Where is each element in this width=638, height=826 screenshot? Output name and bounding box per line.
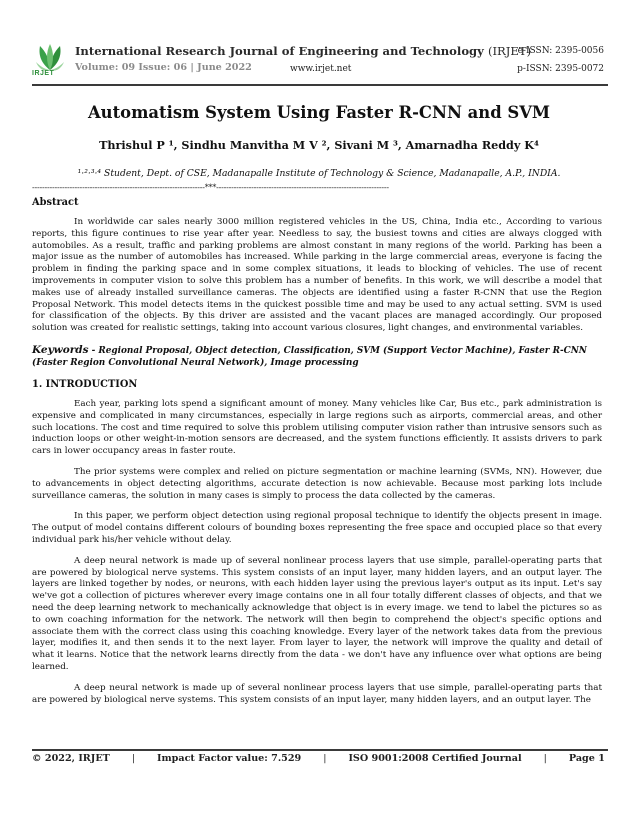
footer-iso: ISO 9001:2008 Certified Journal — [348, 753, 522, 764]
website-link[interactable]: www.irjet.net — [290, 64, 352, 74]
journal-header — [32, 40, 608, 82]
intro-paragraph-2: The prior systems were complex and relied on picture segmentation or machine learning (SVMs, NN). However, due to advancements in object detecting algorithms, accurate detection is now achievable. Because most parking lots include surveillance cameras, the solution in many cases is simply to process the data collected by the cameras. — [32, 466, 602, 501]
abstract-heading: Abstract — [32, 197, 79, 208]
intro-paragraph-3: In this paper, we perform object detection using regional proposal technique to identify the objects present in image. The output of model contains different colours of bounding boxes representing the free space and occupied place so that every individual park his/her vehicle without delay. — [32, 511, 602, 545]
paper-authors: Thrishul P ¹, Sindhu Manvitha M V ², Sivani M ³, Amarnadha Reddy K⁴ — [99, 138, 539, 152]
author-affiliation: ¹·²·³·⁴ Student, Dept. of CSE, Madanapalle Institute of Technology & Science, Madanapalle, A.P., INDIA. — [77, 168, 561, 179]
section-separator: ---------------------------------------------------------------------***--------------------------------------------------------------------- — [32, 183, 389, 192]
intro-paragraph-5: A deep neural network is made up of several nonlinear process layers that use simple, parallel-operating parts that are powered by biological nerve systems. This system consists of an input layer, many hidden layers, and an output layer. The — [32, 682, 602, 705]
footer-separator: | — [543, 753, 547, 764]
e-issn: e-ISSN: 2395-0056 — [517, 46, 604, 56]
footer-copyright: © 2022, IRJET — [32, 753, 110, 764]
abstract-text: In worldwide car sales nearly 3000 million registered vehicles in the US, China, India etc., According to various reports, this figure continues to rise year after year. Needless to say, the busiest towns and cities are always clogged with automobiles. As a result, traffic and parking problems are almost constant in many regions of the world. Parking has been a major issue as the number of automobiles has increased. While parking in the large commercial areas, everyone is facing the problem in finding the parking space and in some complex situations, it leads to blocking of vehicles. The use of recent improvements in computer vision to solve this problem has a number of benefits. In this work, we will describe a model that makes use of already installed surveillance cameras. The objects are identified using a faster R-CNN that use the Region Proposal Network. This model detects items in the quickest possible time and may be used to any actual setting. SVM is used for classification of the objects. By this driver are assisted and the vacant places are managed accordingly. Our proposed solution was created for realistic settings, taking into account various closures, light changes, and environmental variables. — [32, 217, 602, 334]
paper-body — [32, 197, 602, 715]
footer-divider — [32, 749, 608, 751]
p-issn: p-ISSN: 2395-0072 — [517, 64, 604, 74]
footer-separator: | — [323, 753, 327, 764]
keywords — [32, 344, 602, 369]
journal-name: International Research Journal of Engineering and Technology — [75, 44, 484, 58]
logo-text: IRJET — [32, 70, 55, 77]
intro-paragraph-1: Each year, parking lots spend a significant amount of money. Many vehicles like Car, Bus etc., park administration is expensive and complicated in many circumstances, especially in large regions such as airports, commercial areas, and other such locations. The cost and time required to solve this problem utilising computer vision rather than intrusive sensors such as induction loops or other weight-in-motion sensors are decreased, and the system functions efficiently. It assists drivers to park cars in lower occupancy areas in faster route. — [32, 398, 602, 457]
footer-impact-factor: Impact Factor value: 7.529 — [157, 753, 302, 764]
footer-page-number: Page 1 — [568, 753, 605, 764]
journal-abbr: (IRJET) — [487, 44, 532, 58]
paper-title: Automatism System Using Faster R-CNN and SVM — [87, 103, 551, 122]
page-footer — [32, 753, 608, 764]
keywords-label: Keywords — [32, 343, 89, 356]
header-divider — [32, 84, 608, 86]
journal-title — [75, 44, 531, 58]
intro-paragraph-4: A deep neural network is made up of several nonlinear process layers that use simple, parallel-operating parts that are powered by biological nerve systems. This system consists of an input layer, many hidden layers, and an output layer. The layers are linked together by nodes, or neurons, with each hidden layer using the previous layer's output as its input. Let's say we've got a collection of pictures wherever every image contains one in all four totally different classes of objects, and that we need the deep learning network to mechanically acknowledge that object is in every image. we tend to label the pictures so as to own coaching information for the network. The network will then begin to comprehend the object's specific options and associate them with the correct class using this coaching knowledge. Every layer of the network takes data from the previous layer, modifies it, and then sends it to the next layer. From layer to layer, the network will improve the quality and detail of what it learns. Notice that the network learns directly from the data - we don't have any influence over what options are being learned. — [32, 555, 602, 672]
volume-issue: Volume: 09 Issue: 06 | June 2022 — [75, 62, 252, 73]
keywords-text: - Regional Proposal, Object detection, Classification, SVM (Support Vector Machine), Faster R-CNN (Faster Region Convolutional Neural Network), Image processing — [32, 345, 587, 368]
introduction-heading: 1. INTRODUCTION — [32, 378, 138, 390]
footer-separator: | — [131, 753, 136, 764]
